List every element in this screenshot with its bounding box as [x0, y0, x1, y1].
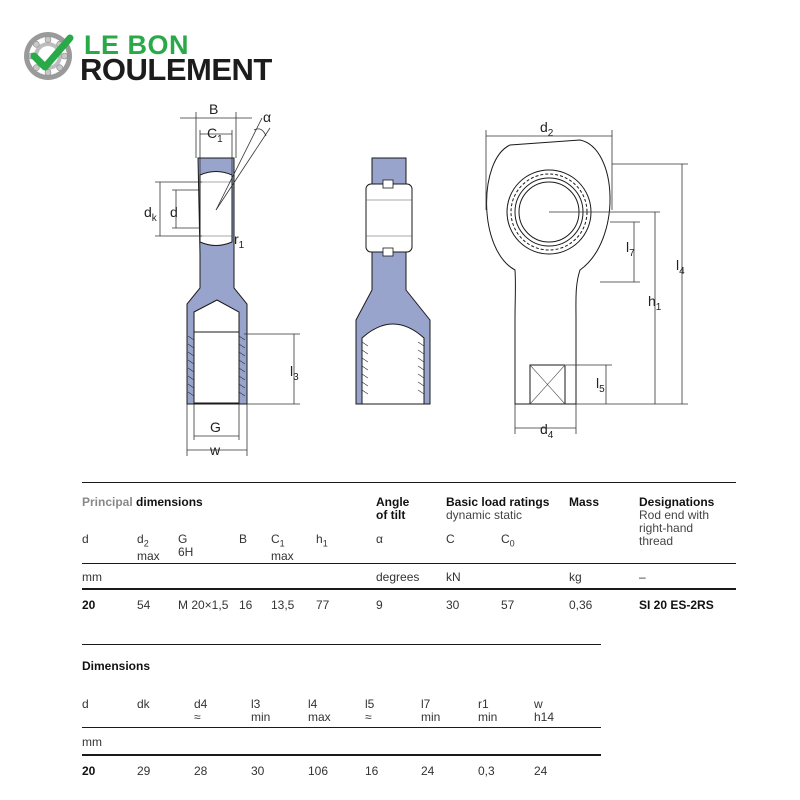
dim-label-r1: $r_1$ [234, 231, 245, 251]
table2-top-rule [82, 644, 601, 645]
dim-label-d2: $d_2$ [540, 119, 554, 139]
value-C0: 57 [501, 598, 515, 612]
dim-label-d4: $d_4$ [540, 421, 554, 441]
value-d: 20 [82, 598, 96, 612]
dim-label-B: B [209, 101, 219, 117]
dim-header: l4 max [308, 697, 331, 724]
dim-value: 28 [194, 764, 208, 778]
dim-label-l4: $l_4$ [676, 257, 685, 277]
dim-value: 20 [82, 764, 96, 778]
dim-label-l7: $l_7$ [626, 239, 635, 259]
front-view [486, 119, 688, 441]
brand-logo [22, 28, 322, 88]
dim-label-d: d [170, 204, 178, 220]
value-mass: 0,36 [569, 598, 593, 612]
value-d2: 54 [137, 598, 151, 612]
designations-subtitle: Rod end with right-hand thread [639, 508, 710, 548]
load-ratings-subtitle: dynamic static [446, 508, 523, 522]
dim-header: dk [137, 697, 150, 711]
col-header-d: d [82, 532, 89, 546]
table2-title: Dimensions [82, 659, 151, 673]
dim-value: 24 [421, 764, 435, 778]
logo-text-bottom: ROULEMENT [80, 52, 272, 87]
load-ratings-title: Basic load ratings [446, 495, 550, 509]
dim-value: 16 [365, 764, 379, 778]
col-header-B: B [239, 532, 248, 546]
table2-unit: mm [82, 735, 102, 749]
col-header-h1: $h_1$ [316, 532, 328, 549]
col-header-C: C [446, 532, 455, 546]
table1-header-rule [82, 563, 736, 564]
col-header-C0: $C_0$ [501, 532, 515, 549]
value-C1: 13,5 [271, 598, 295, 612]
table1-title: Principal dimensions [82, 495, 203, 509]
value-designation: SI 20 ES-2RS [639, 598, 714, 612]
designations-title: Designations [639, 495, 715, 509]
logo-text-top: LE BON [84, 30, 190, 60]
dim-label-G: G [210, 419, 221, 435]
col-header-G: G 6H [178, 532, 194, 559]
dim-header: d [82, 697, 89, 711]
unit-degrees: degrees [376, 570, 420, 584]
dim-label-C1: $C_1$ [207, 125, 223, 145]
unit-designation: – [639, 570, 646, 584]
mass-title: Mass [569, 495, 600, 509]
value-G: M 20×1,5 [178, 598, 229, 612]
dim-value: 30 [251, 764, 265, 778]
dim-header: l7 min [421, 697, 441, 724]
dim-label-l3: $l_3$ [290, 363, 299, 383]
angle-of-tilt-title: Angle of tilt [376, 495, 410, 522]
dim-header: l3 min [251, 697, 271, 724]
table1-units-rule [82, 588, 736, 590]
dim-label-dk: $d_k$ [144, 204, 157, 224]
dim-label-w: w [210, 442, 221, 458]
rod-end-technical-drawing [0, 90, 800, 465]
table2-units-rule [82, 754, 601, 756]
value-C: 30 [446, 598, 460, 612]
unit-mm: mm [82, 570, 102, 584]
table1-top-rule [82, 482, 736, 483]
side-view [356, 158, 430, 404]
section-view [144, 101, 300, 458]
col-header-alpha: α [376, 532, 383, 546]
dim-label-alpha: α [263, 109, 272, 125]
unit-kN: kN [446, 570, 461, 584]
bearing-check-icon [22, 28, 78, 84]
value-h1: 77 [316, 598, 330, 612]
dim-value: 24 [534, 764, 548, 778]
dim-label-h1: $h_1$ [648, 293, 662, 313]
col-header-d2: $d_2$ max [137, 532, 160, 564]
value-alpha: 9 [376, 598, 383, 612]
dim-value: 0,3 [478, 764, 495, 778]
dim-header: d4 ≈ [194, 697, 208, 724]
dim-header: l5 ≈ [365, 697, 375, 724]
table2-header-rule [82, 727, 601, 728]
dim-label-l5: $l_5$ [596, 375, 605, 395]
col-header-C1: $C_1$ max [271, 532, 294, 564]
dim-header: w h14 [534, 697, 555, 724]
dim-value: 29 [137, 764, 151, 778]
dim-value: 106 [308, 764, 329, 778]
value-B: 16 [239, 598, 253, 612]
unit-kg: kg [569, 570, 582, 584]
dim-header: r1 min [478, 697, 498, 724]
